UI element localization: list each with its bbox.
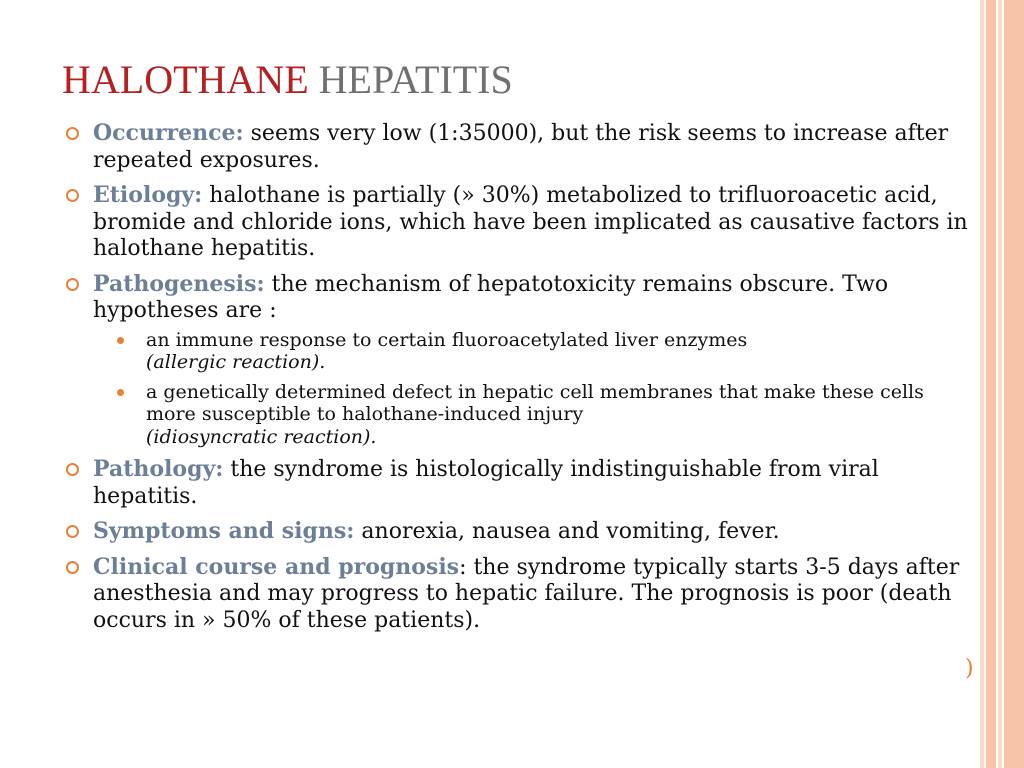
title-part-red: HALOTHANE (62, 57, 309, 102)
sub-item-text: an immune response to certain fluoroacetylated liver enzymes (146, 328, 748, 351)
item-text: the mechanism of hepatotoxicity remains obscure. Two hypotheses are : (93, 271, 889, 323)
item-text: : the syndrome typically starts 3-5 days after anesthesia and may progress to hepatic failure. The prognosis is poor (death occurs in » 50% of these patients). (93, 554, 960, 633)
bullet-dot-icon (117, 389, 124, 396)
item-text: seems very low (1:35000), but the risk seems to increase after repeated exposures. (93, 121, 949, 173)
bullet-ring-icon (66, 278, 79, 291)
list-item (66, 554, 971, 635)
bullet-ring-icon (66, 525, 79, 538)
item-label: Symptoms and signs: (93, 518, 355, 544)
list-item (66, 456, 971, 510)
item-label: Pathogenesis: (93, 270, 265, 297)
bullet-dot-icon (117, 337, 124, 344)
item-label: Etiology: (93, 182, 203, 208)
item-label: Occurrence: (93, 120, 244, 146)
sub-item-note: (idiosyncratic reaction). (146, 425, 377, 448)
title-part-gray: HEPATITIS (318, 57, 513, 102)
item-text: halothane is partially (» 30%) metabolized to trifluoroacetic acid, bromide and chloride ions, which have been implicated as causative factors in halothane hepatitis. (93, 183, 968, 261)
sub-list (117, 329, 971, 449)
bullet-ring-icon (66, 127, 79, 140)
bullet-ring-icon (66, 463, 79, 476)
list-item (66, 120, 971, 174)
corner-glyph: ) (965, 656, 974, 681)
item-text: the syndrome is histologically indistinguishable from viral hepatitis. (93, 457, 879, 509)
bullet-ring-icon (66, 189, 79, 202)
sub-item-note: (allergic reaction). (146, 351, 326, 373)
item-text: anorexia, nausea and vomiting, fever. (361, 519, 780, 544)
sub-list-item (117, 329, 971, 374)
bullet-ring-icon (66, 561, 79, 574)
bullet-list (66, 120, 971, 642)
sub-list-item (117, 381, 971, 449)
item-label: Clinical course and prognosis (93, 553, 460, 580)
item-label: Pathology: (93, 456, 224, 482)
sub-item-text: a genetically determined defect in hepatic cell membranes that make these cells more susceptible to halothane-induced injury (146, 380, 924, 425)
list-item (66, 518, 971, 546)
decorative-border (980, 0, 1024, 768)
list-item (66, 271, 971, 449)
list-item (66, 182, 971, 263)
slide-title (62, 58, 513, 102)
